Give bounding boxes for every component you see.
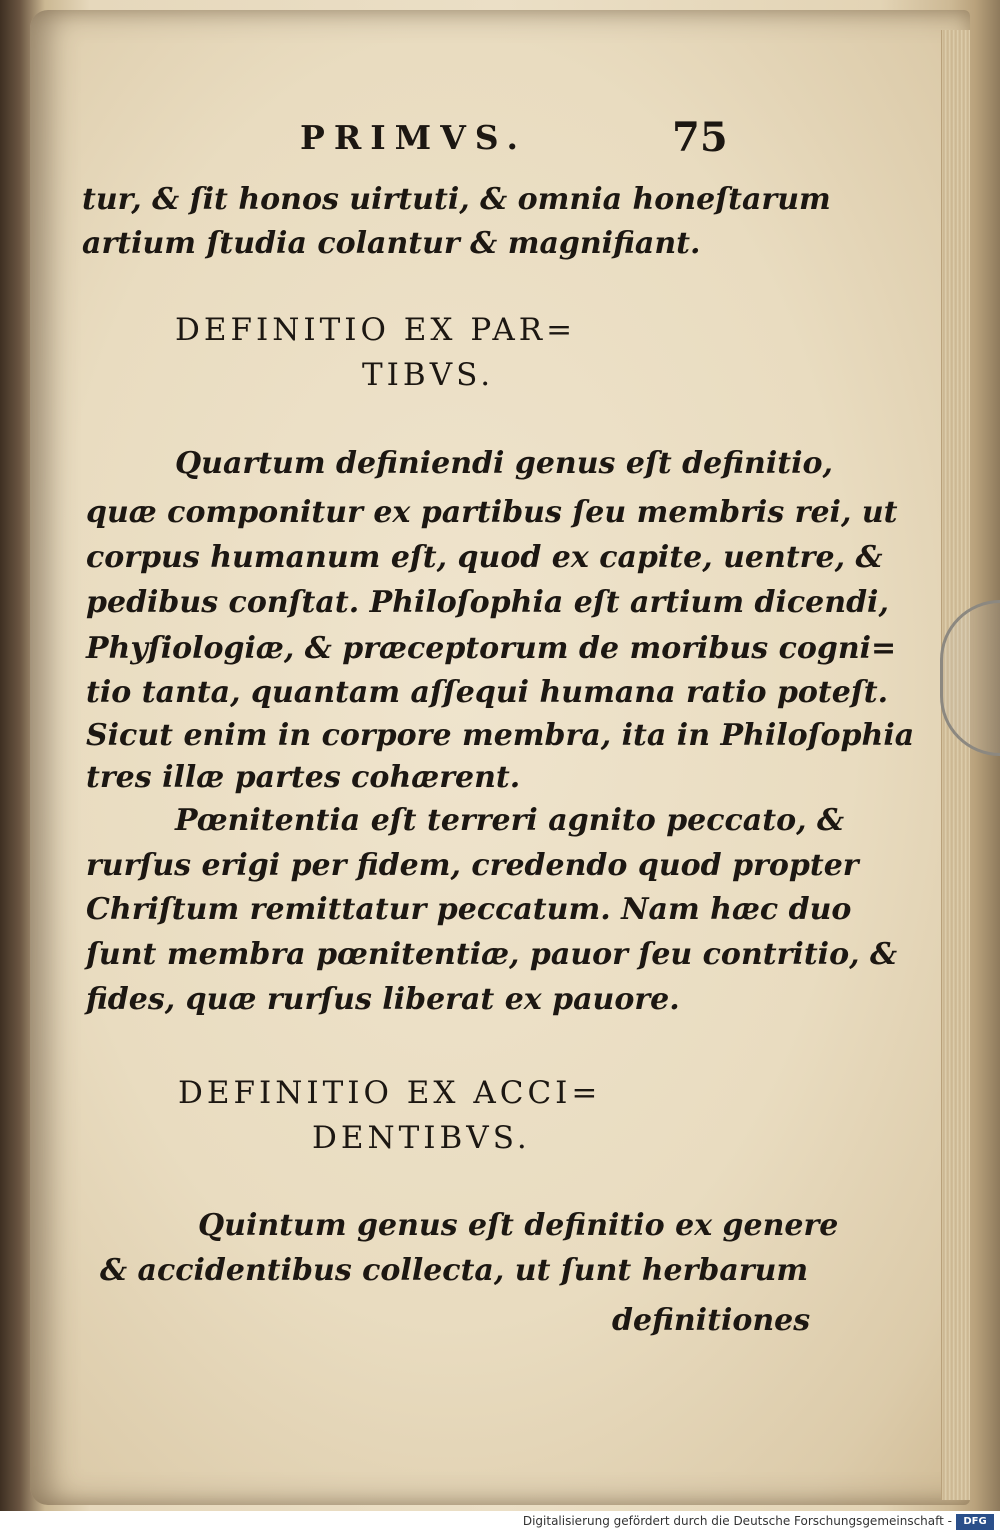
text-line: tio tanta, quantam aſſequi humana ratio poteſt.	[86, 675, 889, 710]
text-line: artium ſtudia colantur & magnifiant.	[82, 226, 701, 261]
text-line: Phyſiologiæ, & præceptorum de moribus cogni=	[86, 631, 897, 666]
dfg-logo: DFG	[956, 1514, 994, 1530]
text-line: pedibus conſtat. Philoſophia eſt artium dicendi,	[86, 585, 889, 620]
running-head: PRIMVS.	[300, 118, 527, 157]
text-line: fides, quæ rurſus liberat ex pauore.	[86, 982, 680, 1017]
text-line: Quintum genus eſt definitio ex genere	[198, 1208, 839, 1243]
text-line: & accidentibus collecta, ut ſunt herbarum	[100, 1253, 809, 1288]
text-line: rurſus erigi per fidem, credendo quod propter	[86, 848, 859, 883]
page-edges	[941, 30, 970, 1500]
text-line: tur, & ſit honos uirtuti, & omnia honeſtarum	[82, 182, 831, 217]
text-line: Pœnitentia eſt terreri agnito peccato, &	[175, 803, 845, 838]
section-heading: DENTIBVS.	[312, 1120, 531, 1156]
section-heading: DEFINITIO EX PAR=	[175, 312, 577, 348]
page-number: 75	[672, 114, 728, 161]
text-line: corpus humanum eſt, quod ex capite, uentre, &	[86, 540, 883, 575]
text-line: tres illæ partes cohærent.	[86, 760, 521, 795]
text-line: quæ componitur ex partibus ſeu membris rei, ut	[86, 495, 898, 530]
text-line: Quartum definiendi genus eſt definitio,	[175, 446, 833, 481]
text-line: ſunt membra pœnitentiæ, pauor ſeu contritio, &	[86, 937, 898, 972]
text-line: Sicut enim in corpore membra, ita in Philoſophia	[86, 718, 915, 753]
section-heading: DEFINITIO EX ACCI=	[178, 1075, 602, 1111]
footer-credit: Digitalisierung gefördert durch die Deutsche Forschungsgemeinschaft -	[522, 1514, 952, 1528]
text-line: Chriſtum remittatur peccatum. Nam hæc duo	[86, 892, 852, 927]
section-heading: TIBVS.	[362, 357, 495, 393]
catchword: definitiones	[612, 1303, 811, 1338]
